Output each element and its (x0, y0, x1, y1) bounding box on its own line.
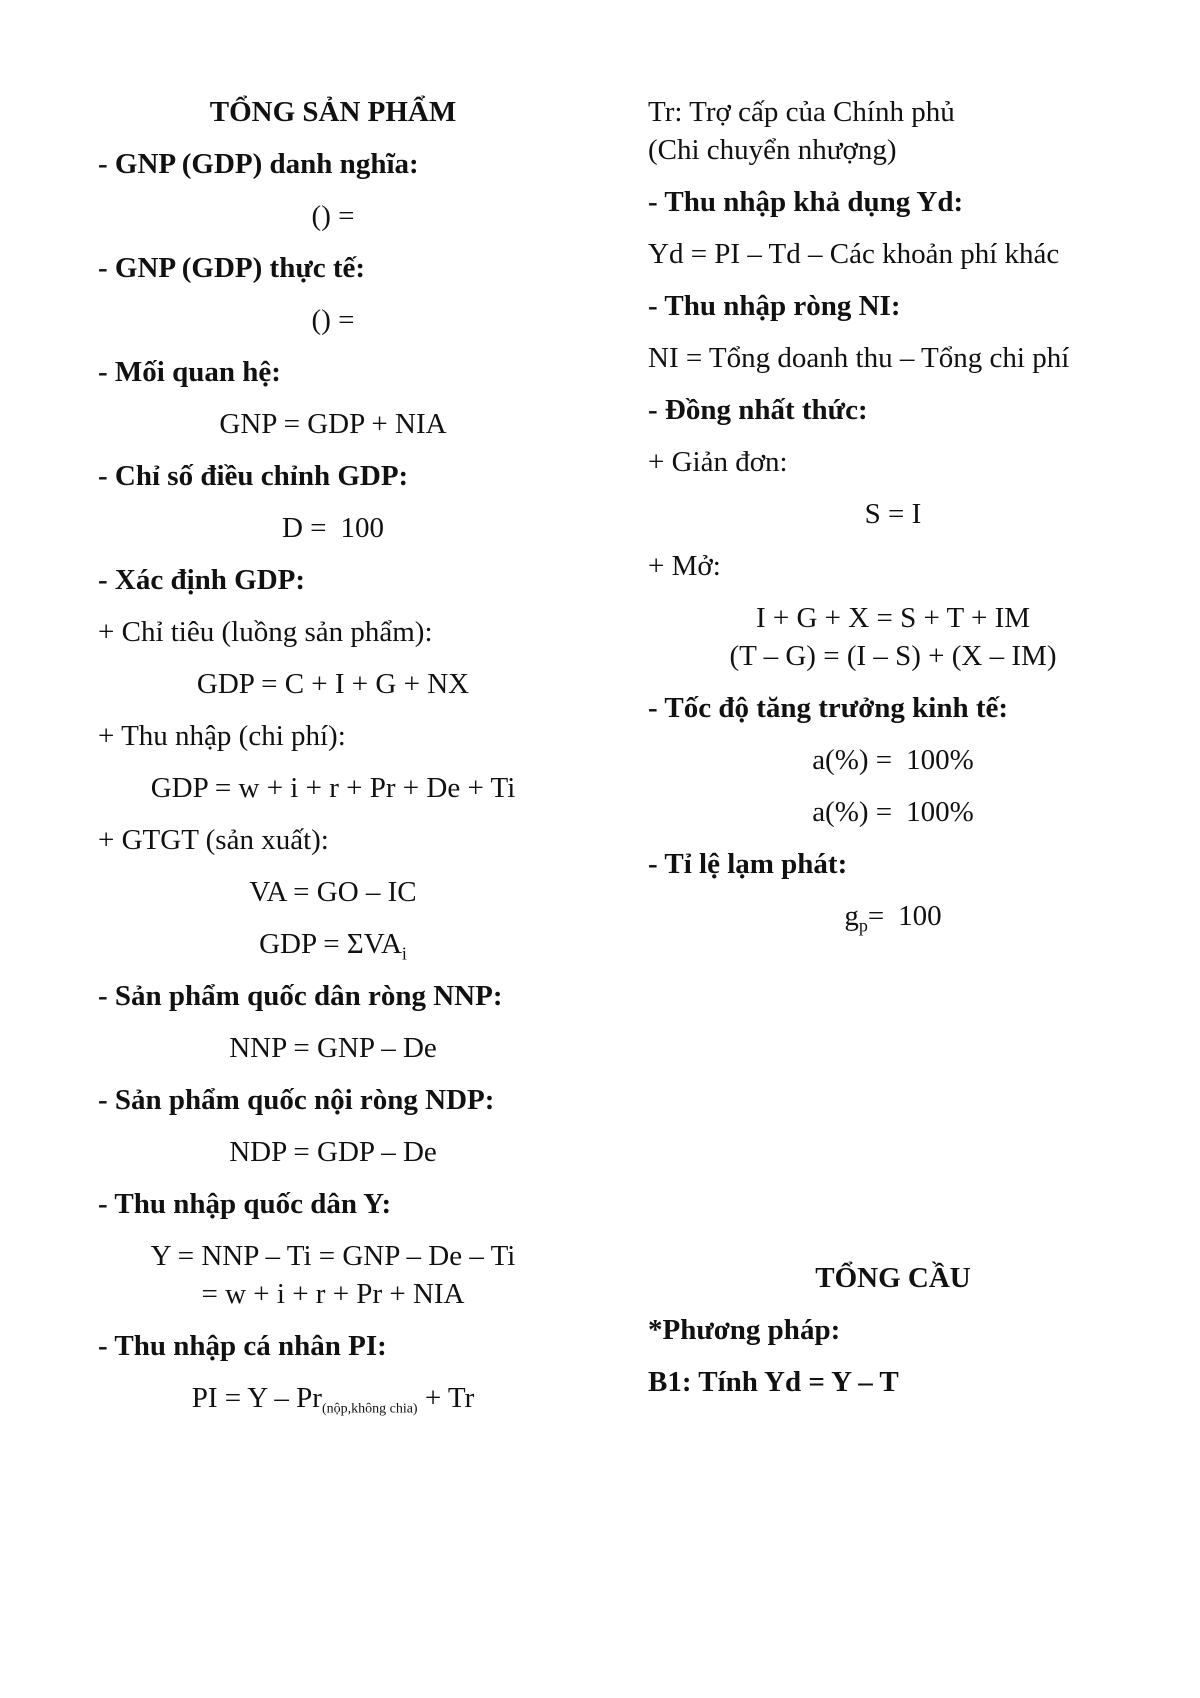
inflation-rhs: 100 (898, 900, 942, 932)
method-heading: *Phương pháp: (648, 1314, 841, 1346)
deflator-lhs: D = (281, 512, 327, 544)
inflation-heading: - Tỉ lệ lạm phát: (648, 848, 848, 880)
growth-formula-2-lhs: a(%) = (812, 796, 893, 828)
ndp-heading: - Sản phẩm quốc nội ròng NDP: (98, 1084, 495, 1116)
va-formula: VA = GO – IC (249, 876, 417, 908)
gdp-sum-main: GDP = ΣVA (259, 928, 402, 960)
growth-formula-2-rhs: 100% (906, 796, 974, 828)
personal-income-heading: - Thu nhập cá nhân PI: (98, 1330, 387, 1362)
growth-rate-formula-1 (648, 740, 1138, 780)
national-income-formula-line2: = w + i + r + Pr + NIA (201, 1278, 465, 1310)
disposable-income-heading: - Thu nhập khả dụng Yd: (648, 186, 964, 218)
nnp-heading: - Sản phẩm quốc dân ròng NNP: (98, 980, 503, 1012)
ndp-formula: NDP = GDP – De (229, 1136, 437, 1168)
section-title-aggregate-demand: TỔNG CẦU (815, 1262, 971, 1294)
national-income-heading: - Thu nhập quốc dân Y: (98, 1188, 392, 1220)
growth-rate-formula-2 (648, 792, 1138, 832)
gnp-real-heading: - GNP (GDP) thực tế: (98, 252, 366, 284)
nnp-formula: NNP = GNP – De (229, 1032, 437, 1064)
growth-formula-1-lhs: a(%) = (812, 744, 893, 776)
national-income-formula-line1: Y = NNP – Ti = GNP – De – Ti (150, 1240, 516, 1272)
deflator-heading: - Chỉ số điều chỉnh GDP: (98, 460, 409, 492)
determine-gdp-heading: - Xác định GDP: (98, 564, 306, 596)
open-economy-formula-2: (T – G) = (I – S) + (X – IM) (729, 640, 1057, 672)
relation-heading: - Mối quan hệ: (98, 356, 281, 388)
income-formula: GDP = w + i + r + Pr + De + Ti (150, 772, 516, 804)
gnp-nominal-heading: - GNP (GDP) danh nghĩa: (98, 148, 419, 180)
value-added-label: + GTGT (sản xuất): (98, 824, 329, 856)
inflation-lhs-eq: = (867, 900, 885, 932)
gnp-real-formula: () = (311, 304, 355, 336)
section-title-gross-product: TỔNG SẢN PHẨM (209, 96, 457, 128)
net-income-formula: NI = Tổng doanh thu – Tổng chi phí (648, 342, 1070, 374)
simple-economy-formula: S = I (864, 498, 922, 530)
income-label: + Thu nhập (chi phí): (98, 720, 346, 752)
simple-economy-label: + Giản đơn: (648, 446, 788, 478)
gdp-sum-formula (98, 924, 568, 964)
transfer-definition-line2: (Chi chuyển nhượng) (648, 134, 897, 166)
expenditure-formula: GDP = C + I + G + NX (196, 668, 470, 700)
open-economy-label: + Mở: (648, 550, 721, 582)
relation-formula: GNP = GDP + NIA (219, 408, 447, 440)
disposable-income-formula: Yd = PI – Td – Các khoản phí khác (648, 238, 1060, 270)
deflator-formula (98, 508, 568, 548)
deflator-rhs: 100 (340, 512, 385, 544)
growth-rate-heading: - Tốc độ tăng trưởng kinh tế: (648, 692, 1009, 724)
expenditure-label: + Chỉ tiêu (luồng sản phẩm): (98, 616, 433, 648)
identity-heading: - Đồng nhất thức: (648, 394, 868, 426)
gdp-sum-subscript: i (401, 943, 407, 964)
net-income-heading: - Thu nhập ròng NI: (648, 290, 901, 322)
method-step-1: B1: Tính Yd = Y – T (648, 1366, 899, 1398)
pi-formula-main: PI = Y – Pr (191, 1382, 322, 1414)
personal-income-formula (98, 1378, 568, 1418)
open-economy-formula-1: I + G + X = S + T + IM (755, 602, 1031, 634)
pi-formula-subscript: (nộp,không chia) (321, 1401, 418, 1417)
gnp-nominal-formula: () = (311, 200, 355, 232)
inflation-lhs-sub: p (858, 915, 868, 936)
inflation-lhs-base: g (844, 900, 859, 932)
growth-formula-1-rhs: 100% (906, 744, 974, 776)
transfer-definition-line1: Tr: Trợ cấp của Chính phủ (648, 96, 955, 128)
inflation-formula (648, 896, 1138, 936)
pi-formula-tail: + Tr (424, 1382, 475, 1414)
